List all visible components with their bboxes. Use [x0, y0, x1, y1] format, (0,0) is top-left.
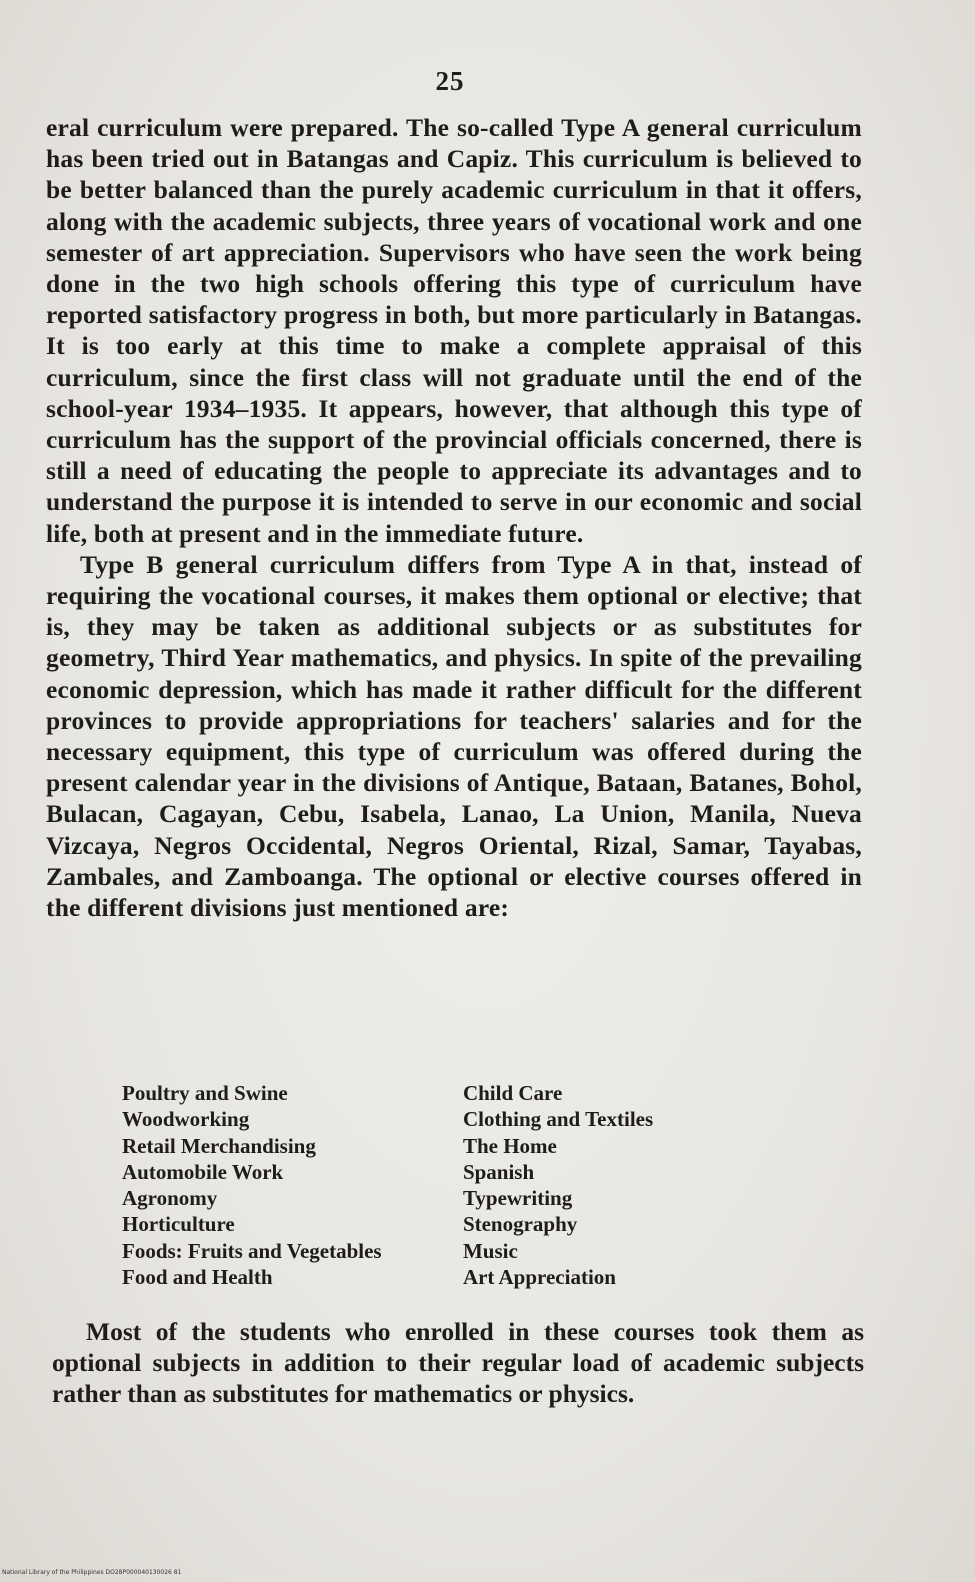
page-number: 25	[435, 66, 465, 96]
course-item: Foods: Fruits and Vegetables	[122, 1238, 382, 1263]
paragraph-type-a: eral curriculum were prepared. The so-called Type A general curriculum has been tried out in Batangas and Capiz. This curriculum is believed to be better balanced than the purely academic curriculum in that it offers, along with the academic subjects, three years of vocational work and one semester of art appreciation. Supervisors who have seen the work being done in the two high schools offering this type of curriculum have reported satisfactory progress in both, but more particularly in Batangas. It is too early at this time to make a complete appraisal of this curriculum, since the first class will not graduate until the end of the school-year 1934–1935. It appears, however, that although this type of curriculum has the support of the provincial officials concerned, there is still a need of educating the people to appreciate its advantages and to understand the purpose it is intended to serve in our economic and social life, both at present and in the immediate future.	[46, 113, 862, 548]
paragraph-type-b: Type B general curriculum differs from Type A in that, instead of requiring the vocational courses, it makes them optional or elective; that is, they may be taken as additional subjects or as substitutes for geometry, Third Year mathematics, and physics. In spite of the prevailing economic depression, which has made it rather difficult for the different provinces to provide appropriations for teachers' salaries and for the necessary equipment, this type of curriculum was offered during the present calendar year in the divisions of Antique, Bataan, Batanes, Bohol, Bulacan, Cagayan, Cebu, Isabela, Lanao, La Union, Manila, Nueva Vizcaya, Negros Occidental, Negros Oriental, Rizal, Samar, Tayabas, Zambales, and Zamboanga. The optional or elective courses offered in the different divisions just mentioned are:	[46, 549, 862, 923]
course-item: Child Care	[462, 1081, 563, 1105]
course-item: Agronomy	[122, 1186, 218, 1211]
course-item: Clothing and Textiles	[462, 1107, 654, 1132]
course-column-left	[122, 1080, 463, 1290]
closing-paragraph: Most of the students who enrolled in these courses took them as optional subjects in addition to their regular load of academic subjects rather than as substitutes for mathematics or physics.	[52, 1317, 864, 1409]
course-item: Poultry and Swine	[122, 1081, 288, 1105]
course-item: The Home	[462, 1133, 557, 1158]
course-item: Art Appreciation	[462, 1265, 616, 1290]
course-item: Stenography	[462, 1212, 578, 1237]
course-list	[122, 1080, 762, 1290]
course-column-right	[463, 1080, 762, 1290]
course-item: Woodworking	[122, 1107, 250, 1132]
library-footer: National Library of the Philippines DO28P000040130026 81	[2, 1569, 182, 1576]
body-text	[46, 112, 862, 923]
course-item: Spanish	[462, 1159, 535, 1184]
course-item: Horticulture	[122, 1212, 235, 1237]
course-item: Typewriting	[462, 1186, 573, 1211]
course-item: Music	[462, 1238, 518, 1263]
course-item: Food and Health	[122, 1265, 273, 1290]
course-item: Automobile Work	[122, 1159, 284, 1184]
course-item: Retail Merchandising	[122, 1133, 316, 1158]
